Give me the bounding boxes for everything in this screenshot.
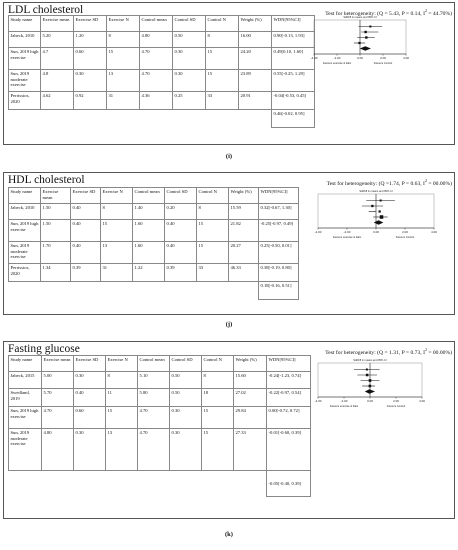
- cell: 4.36: [140, 92, 173, 110]
- table-row: [9, 372, 311, 389]
- summary-diamond: [374, 220, 384, 224]
- cell: 4.7: [41, 48, 74, 70]
- cell: 13: [101, 242, 133, 264]
- cell: 0.55[-0.25, 1.29]: [272, 70, 315, 92]
- cell: 0.30: [74, 429, 106, 471]
- table-row: [9, 32, 315, 48]
- cell: 0.50: [173, 32, 206, 48]
- caption: (j): [225, 321, 233, 328]
- table-row: [9, 48, 315, 70]
- cell: 5.20: [41, 32, 74, 48]
- cell: 31: [101, 264, 133, 282]
- blank-cell: [71, 282, 101, 300]
- cell: 1.40: [133, 204, 165, 220]
- cell: Sun, 2019 high exercise: [9, 220, 41, 242]
- heterogeneity-text: Test for heterogeneity: (Q =1.74, P = 0.63, $I^2 = 00.00\%$): [326, 178, 452, 187]
- cell: 27.33: [234, 429, 267, 471]
- cell: 0.50: [170, 389, 202, 407]
- blank-cell: [9, 282, 41, 300]
- table-header-row: [9, 188, 299, 204]
- cell: 4.80: [42, 429, 74, 471]
- x-tick-label: -2.00: [343, 230, 351, 234]
- header-cell: Weight (%): [239, 16, 272, 32]
- cell: 4.8: [41, 70, 74, 92]
- x-tick-label: -2.00: [340, 399, 348, 403]
- x-tick-label: -2.00: [333, 56, 341, 60]
- table-header-row: [9, 356, 311, 372]
- cell: 0.92: [74, 92, 107, 110]
- panel-title: LDL cholesterol: [8, 4, 84, 16]
- cell: 1.20: [74, 32, 107, 48]
- summary-cell: 0.18[-0.16, 0.51]: [259, 282, 299, 300]
- cell: 1.60: [133, 220, 165, 242]
- panel-title: HDL cholesterol: [8, 174, 85, 186]
- summary-row: [9, 471, 311, 497]
- cell: -0.24[-1.23, 0.74]: [267, 372, 311, 389]
- study-marker: [366, 374, 369, 377]
- cell: Jabeck, 2010: [9, 32, 41, 48]
- header-cell: Exercise mean: [41, 188, 71, 204]
- header-cell: Exercise mean: [41, 16, 74, 32]
- cell: Perrissios, 2020: [9, 92, 41, 110]
- cell: 4.62: [41, 92, 74, 110]
- forest-plot-svg: [306, 15, 414, 85]
- summary-cell: 0.46[-0.02, 0.95]: [272, 110, 315, 128]
- forest-plot: [310, 189, 442, 265]
- cell: 21.82: [229, 220, 259, 242]
- blank-cell: [165, 282, 197, 300]
- cell: 0.50: [170, 372, 202, 389]
- cell: 11: [106, 389, 138, 407]
- study-marker: [358, 42, 360, 44]
- cell: 0.49[0.10, 1.60]: [272, 48, 315, 70]
- cell: 0.30: [170, 429, 202, 471]
- cell: 0.40: [71, 242, 101, 264]
- header-cell: Control SD: [173, 16, 206, 32]
- cell: 5.10: [138, 372, 170, 389]
- table-row: [9, 407, 311, 429]
- cell: Jabeck, 2010: [9, 204, 41, 220]
- x-tick-label: 4.00: [419, 399, 425, 403]
- cell: Jabeck, 2015: [9, 372, 42, 389]
- study-marker: [380, 200, 382, 202]
- cell: 0.25[-0.50, 0.01]: [259, 242, 299, 264]
- blank-cell: [229, 282, 259, 300]
- cell: 27.02: [234, 389, 267, 407]
- heterogeneity-text: Test for heterogeneity: (Q = 5.43, P = 0.14, $I^2 = 44.70\%$): [325, 8, 452, 17]
- cell: 24.20: [239, 48, 272, 70]
- study-marker: [369, 26, 371, 28]
- cell: 0.39: [71, 264, 101, 282]
- cell: 15: [202, 429, 234, 471]
- study-marker: [369, 385, 372, 388]
- cell: 1.50: [41, 204, 71, 220]
- cell: 0.40: [71, 220, 101, 242]
- cell: 0.00[-0.72, 0.72]: [267, 407, 311, 429]
- blank-cell: [106, 471, 138, 497]
- header-cell: Exercise mean: [42, 356, 74, 372]
- cell: 5.80: [138, 389, 170, 407]
- cell: 0.38[-0.19, 0.80]: [259, 264, 299, 282]
- table-row: [9, 389, 311, 407]
- blank-cell: [41, 282, 71, 300]
- cell: Sun, 2019 moderate exercise: [9, 70, 41, 92]
- cell: 15: [206, 70, 239, 92]
- blank-cell: [140, 110, 173, 128]
- cell: 33: [206, 92, 239, 110]
- cell: 8: [101, 204, 133, 220]
- table-row: [9, 204, 299, 220]
- blank-cell: [234, 471, 267, 497]
- x-tick-label: 0.00: [357, 56, 363, 60]
- blank-cell: [42, 471, 74, 497]
- cell: 4.80: [140, 32, 173, 48]
- cell: 0.90[-0.13, 1.93]: [272, 32, 315, 48]
- cell: 8: [107, 32, 140, 48]
- header-cell: Exercise N: [107, 16, 140, 32]
- blank-cell: [9, 110, 41, 128]
- forest-plot: [310, 358, 430, 434]
- cell: 0.30: [170, 407, 202, 429]
- header-cell: Weight (%): [229, 188, 259, 204]
- cell: 0.30: [173, 70, 206, 92]
- cell: Sun, 2019 high exercise: [9, 48, 41, 70]
- cell: 4.70: [138, 429, 170, 471]
- panel-ldl: [3, 2, 455, 145]
- table-row: [9, 264, 299, 282]
- footer-left: Favours exercise & Italic: [322, 62, 352, 65]
- cell: 16.00: [239, 32, 272, 48]
- header-cell: Control SD: [165, 188, 197, 204]
- table-header-row: [9, 16, 315, 32]
- forest-plot-svg: [310, 189, 442, 265]
- cell: 33: [197, 264, 229, 282]
- data-table: [8, 15, 315, 128]
- data-table: [8, 187, 299, 300]
- panel-glucose: [3, 341, 455, 519]
- summary-cell: -0.05[-0.40, 0.39]: [267, 471, 311, 497]
- blank-cell: [197, 282, 229, 300]
- cell: 1.70: [41, 242, 71, 264]
- footer-left: Favours exercise & Italic: [329, 405, 359, 408]
- blank-cell: [206, 110, 239, 128]
- cell: Sun, 2019 high exercise: [9, 407, 42, 429]
- x-tick-label: 0.00: [367, 399, 373, 403]
- cell: -0.01[-0.60, 0.39]: [267, 429, 311, 471]
- cell: 1.34: [41, 264, 71, 282]
- x-tick-label: 4.00: [431, 230, 437, 234]
- data-table: [8, 355, 311, 497]
- cell: 0.40: [165, 242, 197, 264]
- cell: 15.59: [229, 204, 259, 220]
- header-cell: Control SD: [170, 356, 202, 372]
- cell: 31: [107, 92, 140, 110]
- cell: 15: [106, 407, 138, 429]
- forest-plot: [306, 15, 414, 85]
- blank-cell: [41, 110, 74, 128]
- header-cell: Exercise SD: [74, 356, 106, 372]
- summary-row: [9, 282, 299, 300]
- cell: 46.33: [229, 264, 259, 282]
- header-cell: Study name: [9, 188, 41, 204]
- header-cell: Exercise N: [101, 188, 133, 204]
- cell: 5.00: [42, 372, 74, 389]
- summary-diamond: [360, 46, 371, 50]
- table-row: [9, 70, 315, 92]
- caption: (k): [225, 531, 233, 538]
- panel-title: Fasting glucose: [8, 343, 80, 355]
- study-marker: [380, 215, 384, 219]
- study-marker: [365, 36, 367, 38]
- header-cell: Control N: [202, 356, 234, 372]
- cell: 0.39: [165, 264, 197, 282]
- table-row: [9, 220, 299, 242]
- header-cell: Study name: [9, 356, 42, 372]
- cell: 1.22: [133, 264, 165, 282]
- header-cell: Control mean: [140, 16, 173, 32]
- cell: Swedland, 2019: [9, 389, 42, 407]
- cell: 0.20: [165, 204, 197, 220]
- x-tick-label: 2.00: [402, 230, 408, 234]
- summary-diamond: [365, 389, 375, 393]
- blank-cell: [9, 471, 42, 497]
- cell: 1.60: [133, 242, 165, 264]
- table-row: [9, 242, 299, 264]
- blank-cell: [202, 471, 234, 497]
- cell: 4.70: [138, 407, 170, 429]
- x-tick-label: -4.00: [314, 399, 322, 403]
- cell: -0.25[-0.97, 0.49]: [259, 220, 299, 242]
- cell: 20.27: [229, 242, 259, 264]
- header-cell: Weight (%): [234, 356, 267, 372]
- plot-title: StdDiff in means and 95% CI: [359, 190, 393, 193]
- study-marker: [379, 210, 381, 212]
- header-cell: WDN[95%CI]: [259, 188, 299, 204]
- header-cell: Exercise SD: [74, 16, 107, 32]
- blank-cell: [138, 471, 170, 497]
- summary-row: [9, 110, 315, 128]
- x-tick-label: 2.00: [393, 399, 399, 403]
- blank-cell: [74, 471, 106, 497]
- cell: 8: [206, 32, 239, 48]
- header-cell: Control mean: [133, 188, 165, 204]
- plot-title: StdDiff in means and 95% CI: [353, 359, 387, 362]
- x-tick-label: 0.00: [373, 230, 379, 234]
- cell: 0.30: [74, 70, 107, 92]
- heterogeneity-text: Test for heterogeneity: (Q = 1.31, P = 0.73, $I^2 = 00.00\%$): [325, 347, 452, 356]
- cell: 8: [197, 204, 229, 220]
- header-cell: WDN[95%CI]: [267, 356, 311, 372]
- cell: -0.04[-0.53, 0.45]: [272, 92, 315, 110]
- footer-left: Favours exercise & Italic: [332, 236, 362, 239]
- cell: 15: [197, 220, 229, 242]
- cell: 0.30: [173, 48, 206, 70]
- cell: 15: [101, 220, 133, 242]
- cell: 29.84: [234, 407, 267, 429]
- panel-hdl: [3, 172, 455, 315]
- cell: 4.70: [42, 407, 74, 429]
- cell: 15: [202, 407, 234, 429]
- cell: 23.89: [239, 70, 272, 92]
- header-cell: Exercise N: [106, 356, 138, 372]
- cell: 15: [197, 242, 229, 264]
- x-tick-label: 2.00: [380, 56, 386, 60]
- cell: 15: [206, 48, 239, 70]
- cell: 15.60: [234, 372, 267, 389]
- cell: 0.25: [173, 92, 206, 110]
- blank-cell: [170, 471, 202, 497]
- cell: 15: [107, 48, 140, 70]
- cell: 0.60: [74, 48, 107, 70]
- cell: 0.32[-0.67, 1.30]: [259, 204, 299, 220]
- header-cell: Study name: [9, 16, 41, 32]
- cell: 0.40: [74, 389, 106, 407]
- cell: 0.60: [74, 407, 106, 429]
- plot-title: StdDiff in means and 95% CI: [343, 16, 377, 19]
- header-cell: Control N: [206, 16, 239, 32]
- cell: Sun, 2019 moderate exercise: [9, 242, 41, 264]
- cell: 4.70: [140, 70, 173, 92]
- cell: Sun, 2019 moderate exercise: [9, 429, 42, 471]
- blank-cell: [239, 110, 272, 128]
- footer-right: Favours Control: [386, 405, 406, 408]
- cell: 8: [202, 372, 234, 389]
- x-tick-label: -4.00: [314, 230, 322, 234]
- study-marker: [366, 369, 368, 371]
- x-tick-label: 4.00: [403, 56, 409, 60]
- cell: -0.22[-0.97, 0.54]: [267, 389, 311, 407]
- header-cell: WDN[95%CI]: [272, 16, 315, 32]
- header-cell: Control N: [197, 188, 229, 204]
- footer-right: Favours Control: [373, 62, 393, 65]
- cell: 0.30: [74, 372, 106, 389]
- blank-cell: [101, 282, 133, 300]
- cell: Perrissios, 2020: [9, 264, 41, 282]
- cell: 13: [107, 70, 140, 92]
- caption: (i): [225, 153, 233, 160]
- cell: 5.70: [42, 389, 74, 407]
- footer-right: Favours Control: [395, 236, 415, 239]
- cell: 20.91: [239, 92, 272, 110]
- study-marker: [371, 205, 373, 207]
- blank-cell: [133, 282, 165, 300]
- table-row: [9, 92, 315, 110]
- blank-cell: [74, 110, 107, 128]
- cell: 4.70: [140, 48, 173, 70]
- blank-cell: [107, 110, 140, 128]
- table-row: [9, 429, 311, 471]
- cell: 18: [202, 389, 234, 407]
- cell: 8: [106, 372, 138, 389]
- forest-plot-svg: [310, 358, 430, 434]
- study-marker: [364, 31, 366, 33]
- blank-cell: [173, 110, 206, 128]
- cell: 0.40: [71, 204, 101, 220]
- header-cell: Control mean: [138, 356, 170, 372]
- cell: 13: [106, 429, 138, 471]
- x-tick-label: -4.00: [310, 56, 318, 60]
- cell: 0.40: [165, 220, 197, 242]
- cell: 1.50: [41, 220, 71, 242]
- study-marker: [369, 379, 372, 382]
- header-cell: Exercise SD: [71, 188, 101, 204]
